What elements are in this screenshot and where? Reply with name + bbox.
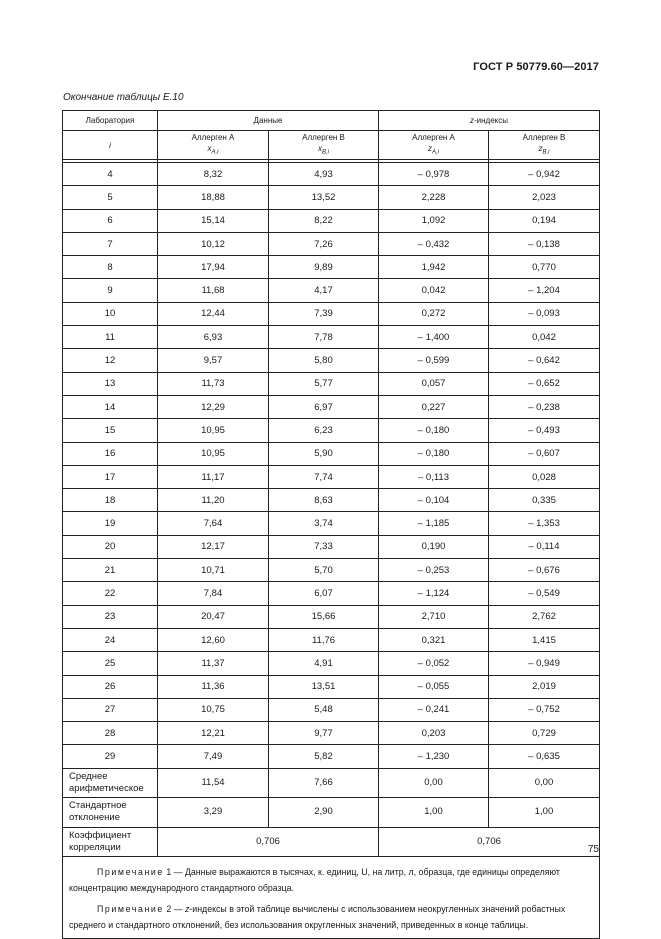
header-lab: Лаборатория [63,111,158,131]
cell-xa: 15,14 [158,209,269,232]
cell-zb: – 0,652 [489,372,600,395]
cell-lab-index: 27 [63,698,158,721]
cell-za: 2,710 [379,605,489,628]
cell-xa: 11,17 [158,465,269,488]
cell-za: 0,042 [379,279,489,302]
cell-za: – 1,124 [379,582,489,605]
header-row-columns [63,131,600,160]
cell-za: 0,272 [379,302,489,325]
cell-lab-index: 9 [63,279,158,302]
cell-xb: 11,76 [269,628,379,651]
table-row [63,652,600,675]
cell-lab-index: 18 [63,489,158,512]
table-row [63,419,600,442]
cell-zb: 0,729 [489,722,600,745]
cell-xa: 12,60 [158,628,269,651]
cell-xb: 6,07 [269,582,379,605]
cell-xa: 11,36 [158,675,269,698]
cell-lab-index: 10 [63,302,158,325]
cell-zb: – 0,942 [489,163,600,186]
cell-lab-index: 11 [63,326,158,349]
cell-xb: 5,77 [269,372,379,395]
table-row [63,256,600,279]
table-row [63,232,600,255]
cell-za: 2,228 [379,186,489,209]
cell-zb: – 0,493 [489,419,600,442]
cell-xa: 12,21 [158,722,269,745]
cell-za: – 1,230 [379,745,489,768]
cell-za: 0,321 [379,628,489,651]
stat-row-mean [63,768,600,798]
cell-za: – 0,180 [379,419,489,442]
cell-xa: 7,84 [158,582,269,605]
cell-lab-index: 13 [63,372,158,395]
stat-row-corr [63,827,600,857]
mean-za: 0,00 [379,768,489,798]
cell-xb: 7,39 [269,302,379,325]
cell-xa: 17,94 [158,256,269,279]
cell-xa: 10,71 [158,559,269,582]
cell-za: – 0,055 [379,675,489,698]
notes-cell [63,857,600,939]
corr-x: 0,706 [158,827,379,857]
corr-label: Коэффициент корреляции [63,827,158,857]
cell-xa: 9,57 [158,349,269,372]
cell-zb: – 0,635 [489,745,600,768]
cell-zb: – 0,752 [489,698,600,721]
cell-za: 0,203 [379,722,489,745]
header-xa: Аллерген А $x_{A,i}$ [158,131,269,160]
header-zb: Аллерген В $z_{B,i}$ [489,131,600,160]
cell-za: 0,057 [379,372,489,395]
cell-xa: 12,17 [158,535,269,558]
header-z-rest: -индексы [474,116,509,125]
cell-lab-index: 16 [63,442,158,465]
cell-xb: 7,78 [269,326,379,349]
cell-lab-index: 24 [63,628,158,651]
cell-lab-index: 20 [63,535,158,558]
cell-lab-index: 25 [63,652,158,675]
cell-zb: – 0,676 [489,559,600,582]
cell-xb: 5,48 [269,698,379,721]
sd-zb: 1,00 [489,798,600,828]
cell-lab-index: 8 [63,256,158,279]
table-row [63,349,600,372]
table-row [63,512,600,535]
cell-xb: 7,26 [269,232,379,255]
cell-xb: 7,74 [269,465,379,488]
cell-xb: 5,70 [269,559,379,582]
cell-xb: 15,66 [269,605,379,628]
cell-za: – 1,185 [379,512,489,535]
cell-xb: 8,63 [269,489,379,512]
table-row [63,372,600,395]
cell-za: – 1,400 [379,326,489,349]
mean-label: Среднее арифметическое [63,768,158,798]
sd-za: 1,00 [379,798,489,828]
cell-xb: 13,52 [269,186,379,209]
cell-xb: 9,77 [269,722,379,745]
cell-lab-index: 19 [63,512,158,535]
cell-za: 0,190 [379,535,489,558]
table-row [63,535,600,558]
table-caption: Окончание таблицы Е.10 [63,92,184,103]
cell-zb: – 0,138 [489,232,600,255]
cell-za: – 0,599 [379,349,489,372]
table-row [63,209,600,232]
cell-xa: 10,95 [158,419,269,442]
cell-xb: 5,80 [269,349,379,372]
cell-lab-index: 6 [63,209,158,232]
cell-zb: 0,194 [489,209,600,232]
notes-row [63,857,600,939]
cell-xa: 12,29 [158,395,269,418]
corr-z: 0,706 [379,827,600,857]
cell-za: – 0,978 [379,163,489,186]
table-row [63,698,600,721]
cell-za: 0,227 [379,395,489,418]
cell-xa: 11,68 [158,279,269,302]
table-row [63,186,600,209]
cell-za: – 0,241 [379,698,489,721]
cell-za: – 0,180 [379,442,489,465]
header-za: Аллерген А $z_{A,i}$ [379,131,489,160]
cell-zb: 1,415 [489,628,600,651]
cell-zb: 0,770 [489,256,600,279]
cell-zb: – 0,949 [489,652,600,675]
cell-xa: 10,75 [158,698,269,721]
cell-xa: 8,32 [158,163,269,186]
cell-xb: 4,91 [269,652,379,675]
mean-xa: 11,54 [158,768,269,798]
cell-zb: – 0,607 [489,442,600,465]
cell-za: – 0,113 [379,465,489,488]
header-data-group: Данные [158,111,379,131]
cell-lab-index: 14 [63,395,158,418]
cell-xa: 10,95 [158,442,269,465]
cell-xb: 3,74 [269,512,379,535]
table-row [63,675,600,698]
cell-lab-index: 4 [63,163,158,186]
cell-xb: 5,82 [269,745,379,768]
header-lab-index: i [63,131,158,160]
cell-zb: – 0,642 [489,349,600,372]
cell-lab-index: 26 [63,675,158,698]
table-row [63,722,600,745]
data-table [62,110,600,939]
cell-zb: 0,042 [489,326,600,349]
cell-xb: 8,22 [269,209,379,232]
table-row [63,326,600,349]
cell-xa: 11,20 [158,489,269,512]
cell-xb: 9,89 [269,256,379,279]
note-1: Примечание 1 — Данные выражаются в тысячах, к. единиц, U, на литр, л, образца, где единицы определяют концентрацию международного стандартного образца. [69,867,560,893]
cell-za: 1,092 [379,209,489,232]
cell-xb: 13,51 [269,675,379,698]
cell-zb: – 0,549 [489,582,600,605]
cell-xb: 7,33 [269,535,379,558]
cell-xb: 4,93 [269,163,379,186]
cell-xa: 7,49 [158,745,269,768]
header-z-letter: z [470,116,474,125]
header-z-group [379,111,600,131]
table-row [63,489,600,512]
cell-lab-index: 7 [63,232,158,255]
cell-xa: 7,64 [158,512,269,535]
cell-zb: 0,335 [489,489,600,512]
header-xb: Аллерген В $x_{B,i}$ [269,131,379,160]
cell-xb: 6,97 [269,395,379,418]
table-row [63,628,600,651]
cell-xa: 11,73 [158,372,269,395]
sd-label: Стандартное отклонение [63,798,158,828]
cell-xa: 11,37 [158,652,269,675]
table-row [63,582,600,605]
standard-code: ГОСТ Р 50779.60—2017 [473,61,599,73]
cell-za: – 0,253 [379,559,489,582]
cell-zb: 0,028 [489,465,600,488]
cell-lab-index: 23 [63,605,158,628]
cell-xa: 12,44 [158,302,269,325]
mean-zb: 0,00 [489,768,600,798]
cell-zb: 2,023 [489,186,600,209]
cell-lab-index: 28 [63,722,158,745]
cell-za: – 0,104 [379,489,489,512]
sd-xb: 2,90 [269,798,379,828]
table-row [63,395,600,418]
table-row [63,605,600,628]
cell-xa: 10,12 [158,232,269,255]
cell-xb: 5,90 [269,442,379,465]
cell-lab-index: 5 [63,186,158,209]
cell-xa: 6,93 [158,326,269,349]
cell-zb: – 0,114 [489,535,600,558]
header-row-groups [63,111,600,131]
cell-xb: 4,17 [269,279,379,302]
cell-lab-index: 21 [63,559,158,582]
cell-zb: 2,019 [489,675,600,698]
cell-zb: – 1,353 [489,512,600,535]
cell-za: – 0,432 [379,232,489,255]
sd-xa: 3,29 [158,798,269,828]
cell-xa: 18,88 [158,186,269,209]
cell-lab-index: 15 [63,419,158,442]
table-row [63,559,600,582]
cell-zb: – 1,204 [489,279,600,302]
page-number: 75 [587,844,599,855]
table-row [63,279,600,302]
cell-lab-index: 12 [63,349,158,372]
cell-zb: – 0,238 [489,395,600,418]
table-row [63,465,600,488]
note-2: Примечание 2 — z-индексы в этой таблице вычислены с использованием неокругленных значений робастных среднего и стандартного отклонений, без использования округленных значений, приведенных в конце таблицы. [69,904,566,930]
table-row [63,302,600,325]
cell-xb: 6,23 [269,419,379,442]
cell-lab-index: 17 [63,465,158,488]
stat-row-sd [63,798,600,828]
table-row [63,442,600,465]
cell-zb: 2,762 [489,605,600,628]
cell-za: – 0,052 [379,652,489,675]
cell-lab-index: 22 [63,582,158,605]
cell-zb: – 0,093 [489,302,600,325]
cell-za: 1,942 [379,256,489,279]
cell-xa: 20,47 [158,605,269,628]
cell-lab-index: 29 [63,745,158,768]
table-row [63,163,600,186]
table-row [63,745,600,768]
mean-xb: 7,66 [269,768,379,798]
